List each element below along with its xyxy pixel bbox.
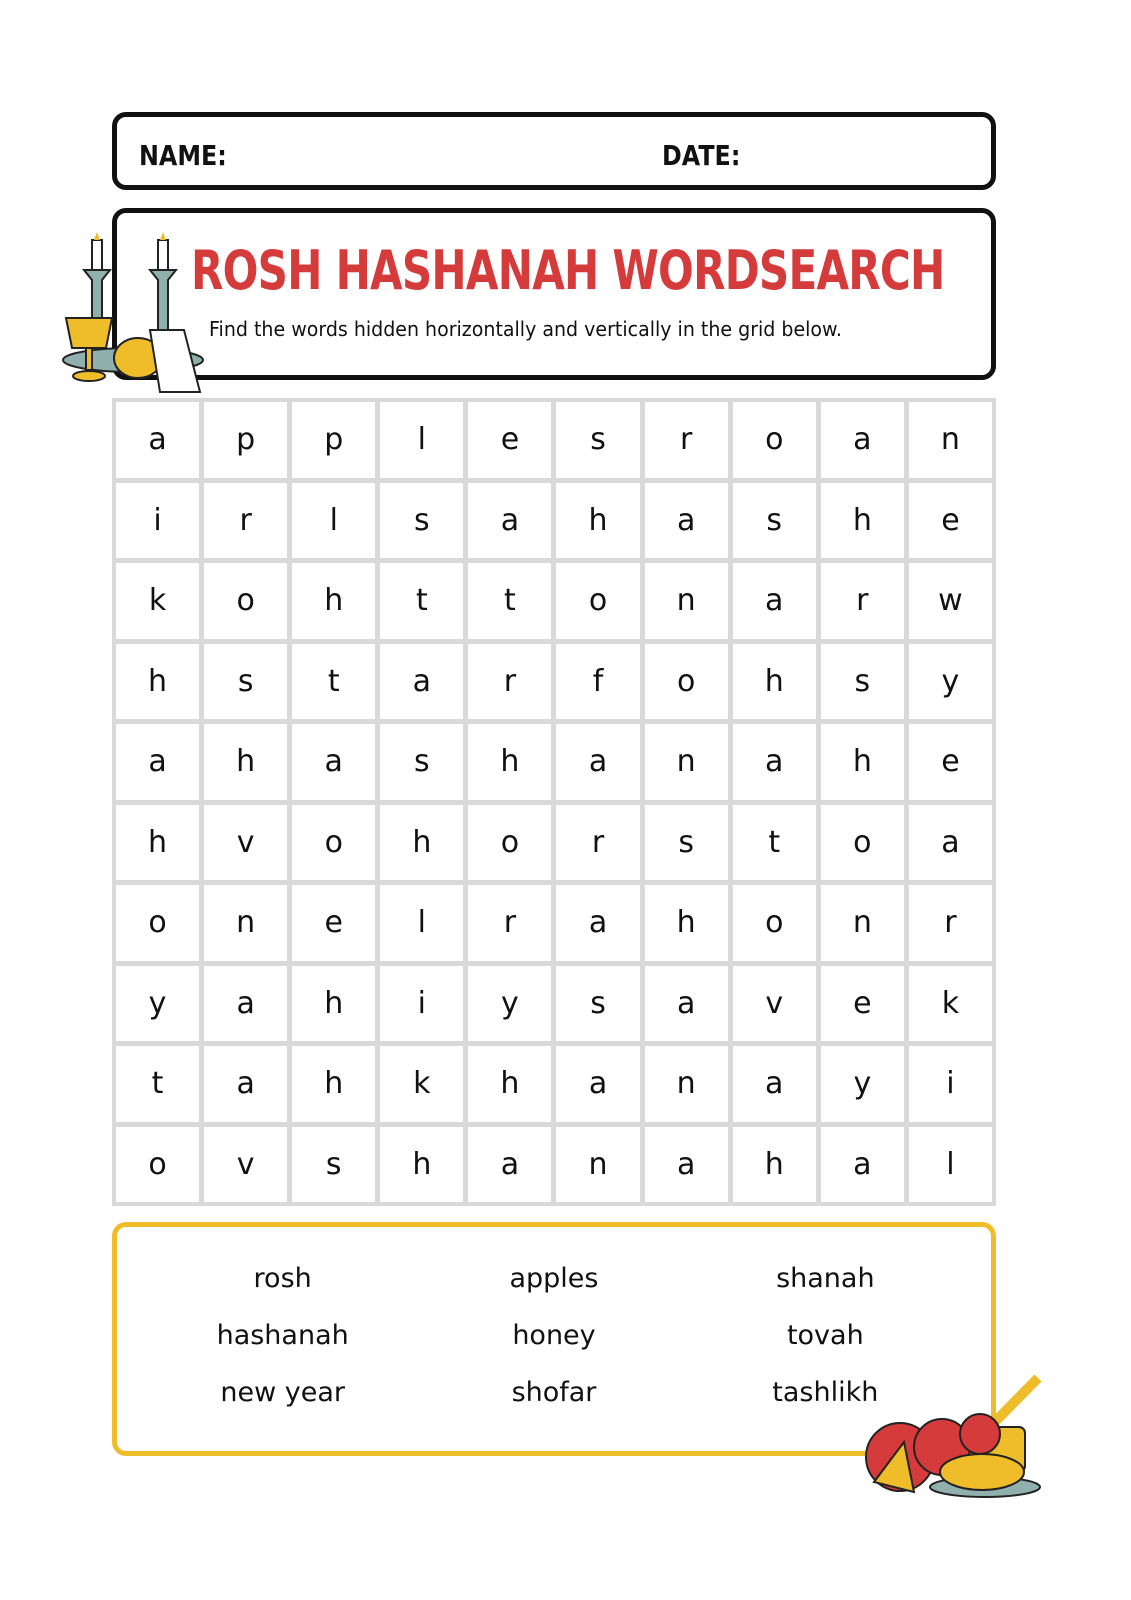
grid-cell[interactable]: s (645, 805, 728, 881)
grid-cell[interactable]: h (116, 644, 199, 720)
grid-cell[interactable]: a (733, 1046, 816, 1122)
grid-cell[interactable]: h (292, 563, 375, 639)
grid-cell[interactable]: i (380, 966, 463, 1042)
grid-cell[interactable]: o (821, 805, 904, 881)
grid-cell[interactable]: l (909, 1127, 992, 1203)
grid-cell[interactable]: h (116, 805, 199, 881)
grid-cell[interactable]: s (733, 483, 816, 559)
grid-cell[interactable]: a (556, 1046, 639, 1122)
grid-cell[interactable]: n (909, 402, 992, 478)
grid-cell[interactable]: v (733, 966, 816, 1042)
grid-cell[interactable]: o (556, 563, 639, 639)
grid-cell[interactable]: a (821, 1127, 904, 1203)
grid-cell[interactable]: a (645, 966, 728, 1042)
grid-cell[interactable]: n (556, 1127, 639, 1203)
grid-cell[interactable]: t (380, 563, 463, 639)
word-list-item: shanah (776, 1263, 875, 1294)
instructions: Find the words hidden horizontally and vertically in the grid below. (209, 317, 842, 341)
grid-cell[interactable]: h (468, 724, 551, 800)
grid-cell[interactable]: o (116, 1127, 199, 1203)
grid-cell[interactable]: a (733, 563, 816, 639)
grid-cell[interactable]: n (821, 885, 904, 961)
word-list-item: apples (509, 1263, 599, 1294)
grid-cell[interactable]: s (292, 1127, 375, 1203)
grid-cell[interactable]: a (380, 644, 463, 720)
grid-cell[interactable]: o (645, 644, 728, 720)
grid-cell[interactable]: a (733, 724, 816, 800)
grid-cell[interactable]: e (292, 885, 375, 961)
grid-cell[interactable]: i (116, 483, 199, 559)
grid-cell[interactable]: h (556, 483, 639, 559)
grid-cell[interactable]: n (645, 563, 728, 639)
grid-cell[interactable]: a (116, 402, 199, 478)
grid-cell[interactable]: l (292, 483, 375, 559)
grid-cell[interactable]: a (645, 483, 728, 559)
grid-cell[interactable]: f (556, 644, 639, 720)
grid-cell[interactable]: a (556, 885, 639, 961)
grid-cell[interactable]: a (556, 724, 639, 800)
grid-cell[interactable]: a (821, 402, 904, 478)
grid-cell[interactable]: a (909, 805, 992, 881)
grid-cell[interactable]: t (468, 563, 551, 639)
grid-cell[interactable]: o (733, 402, 816, 478)
grid-cell[interactable]: p (292, 402, 375, 478)
grid-cell[interactable]: o (468, 805, 551, 881)
word-list-item: shofar (511, 1377, 597, 1408)
grid-cell[interactable]: h (468, 1046, 551, 1122)
grid-cell[interactable]: n (645, 1046, 728, 1122)
grid-cell[interactable]: h (380, 805, 463, 881)
word-list-item: rosh (253, 1263, 312, 1294)
grid-cell[interactable]: o (292, 805, 375, 881)
grid-cell[interactable]: s (204, 644, 287, 720)
word-list-item: honey (512, 1320, 596, 1351)
grid-cell[interactable]: i (909, 1046, 992, 1122)
grid-cell[interactable]: w (909, 563, 992, 639)
grid-cell[interactable]: l (380, 402, 463, 478)
title-box (112, 208, 996, 380)
grid-cell[interactable]: r (468, 644, 551, 720)
grid-cell[interactable]: n (204, 885, 287, 961)
grid-cell[interactable]: y (116, 966, 199, 1042)
grid-cell[interactable]: s (821, 644, 904, 720)
grid-cell[interactable]: h (292, 966, 375, 1042)
grid-cell[interactable]: h (733, 644, 816, 720)
name-label: NAME: (139, 139, 227, 172)
grid-cell[interactable]: t (733, 805, 816, 881)
grid-cell[interactable]: e (909, 483, 992, 559)
grid-cell[interactable]: o (204, 563, 287, 639)
grid-cell[interactable]: s (380, 724, 463, 800)
grid-cell[interactable]: s (556, 402, 639, 478)
wordsearch-grid (112, 398, 996, 1206)
page-title: ROSH HASHANAH WORDSEARCH (191, 239, 945, 302)
grid-cell[interactable]: h (733, 1127, 816, 1203)
grid-cell[interactable]: y (821, 1046, 904, 1122)
grid-cell[interactable]: r (821, 563, 904, 639)
grid-cell[interactable]: e (468, 402, 551, 478)
grid-cell[interactable]: h (821, 483, 904, 559)
grid-cell[interactable]: a (292, 724, 375, 800)
grid-cell[interactable]: k (909, 966, 992, 1042)
grid-cell[interactable]: n (645, 724, 728, 800)
grid-cell[interactable]: v (204, 1127, 287, 1203)
name-date-box (112, 112, 996, 190)
word-list-item: new year (220, 1377, 345, 1408)
grid-cell[interactable]: o (116, 885, 199, 961)
grid-cell[interactable]: s (556, 966, 639, 1042)
word-list-item: hashanah (216, 1320, 349, 1351)
word-list-item: tashlikh (772, 1377, 879, 1408)
grid-cell[interactable]: r (204, 483, 287, 559)
date-label: DATE: (662, 139, 741, 172)
grid-cell[interactable]: k (380, 1046, 463, 1122)
grid-cell[interactable]: a (468, 1127, 551, 1203)
grid-cell[interactable]: y (909, 644, 992, 720)
grid-cell[interactable]: h (380, 1127, 463, 1203)
grid-cell[interactable]: a (116, 724, 199, 800)
grid-cell[interactable]: v (204, 805, 287, 881)
grid-cell[interactable]: r (468, 885, 551, 961)
apples-honey-illustration (860, 1372, 1045, 1507)
grid-cell[interactable]: s (380, 483, 463, 559)
grid-cell[interactable]: r (645, 402, 728, 478)
grid-cell[interactable]: y (468, 966, 551, 1042)
grid-cell[interactable]: a (204, 1046, 287, 1122)
grid-cell[interactable]: a (645, 1127, 728, 1203)
grid-cell[interactable]: e (909, 724, 992, 800)
grid-cell[interactable]: k (116, 563, 199, 639)
grid-cell[interactable]: h (292, 1046, 375, 1122)
grid-cell[interactable]: o (733, 885, 816, 961)
grid-cell[interactable]: h (645, 885, 728, 961)
grid-cell[interactable]: a (468, 483, 551, 559)
grid-cell[interactable]: t (116, 1046, 199, 1122)
grid-cell[interactable]: p (204, 402, 287, 478)
grid-cell[interactable]: a (204, 966, 287, 1042)
grid-cell[interactable]: t (292, 644, 375, 720)
grid-cell[interactable]: r (556, 805, 639, 881)
candles-challah-illustration (58, 230, 208, 400)
word-list-item: tovah (786, 1320, 864, 1351)
grid-cell[interactable]: r (909, 885, 992, 961)
grid-cell[interactable]: h (204, 724, 287, 800)
grid-cell[interactable]: e (821, 966, 904, 1042)
grid-cell[interactable]: h (821, 724, 904, 800)
grid-cell[interactable]: l (380, 885, 463, 961)
